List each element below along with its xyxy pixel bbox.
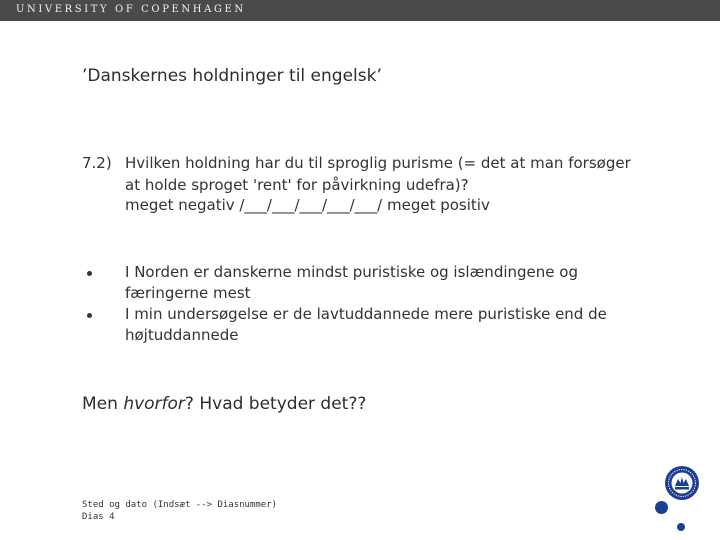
- closing-after: ? Hvad betyder det??: [184, 394, 367, 414]
- bullet-text: I Norden er danskerne mindst puristiske og islændingene og færingerne mest: [125, 263, 578, 302]
- bullet-text: I min undersøgelse er de lavtuddannede mere puristiske end de højtuddannede: [125, 305, 607, 344]
- closing-before: Men: [82, 394, 124, 414]
- bullet-item: [82, 304, 645, 346]
- rating-scale: meget negativ /___/___/___/___/___/ meget positiv: [125, 196, 490, 214]
- bullet-dot-icon: [87, 271, 92, 276]
- university-name: UNIVERSITY OF COPENHAGEN: [16, 4, 246, 15]
- bullet-list: [82, 262, 645, 346]
- decor-dot-small: [677, 523, 685, 531]
- question-number: 7.2): [82, 154, 112, 172]
- slide-number: Dias 4: [82, 512, 115, 522]
- footer: [82, 499, 277, 523]
- footer-date-place: Sted og dato (Indsæt --> Diasnummer): [82, 500, 278, 510]
- header-bar: [0, 0, 720, 21]
- question-text: Hvilken holdning har du til sproglig purisme (= det at man forsøger at holde sproget 'rent' for påvirkning udefra)?: [125, 154, 631, 194]
- slide-title: ’Danskernes holdninger til engelsk’: [82, 66, 382, 86]
- decor-dot-large: [655, 501, 668, 514]
- university-seal-icon: [664, 465, 700, 501]
- closing-question: [82, 394, 366, 414]
- bullet-item: [82, 262, 645, 304]
- closing-emphasis: hvorfor: [123, 394, 185, 414]
- bullet-dot-icon: [87, 313, 92, 318]
